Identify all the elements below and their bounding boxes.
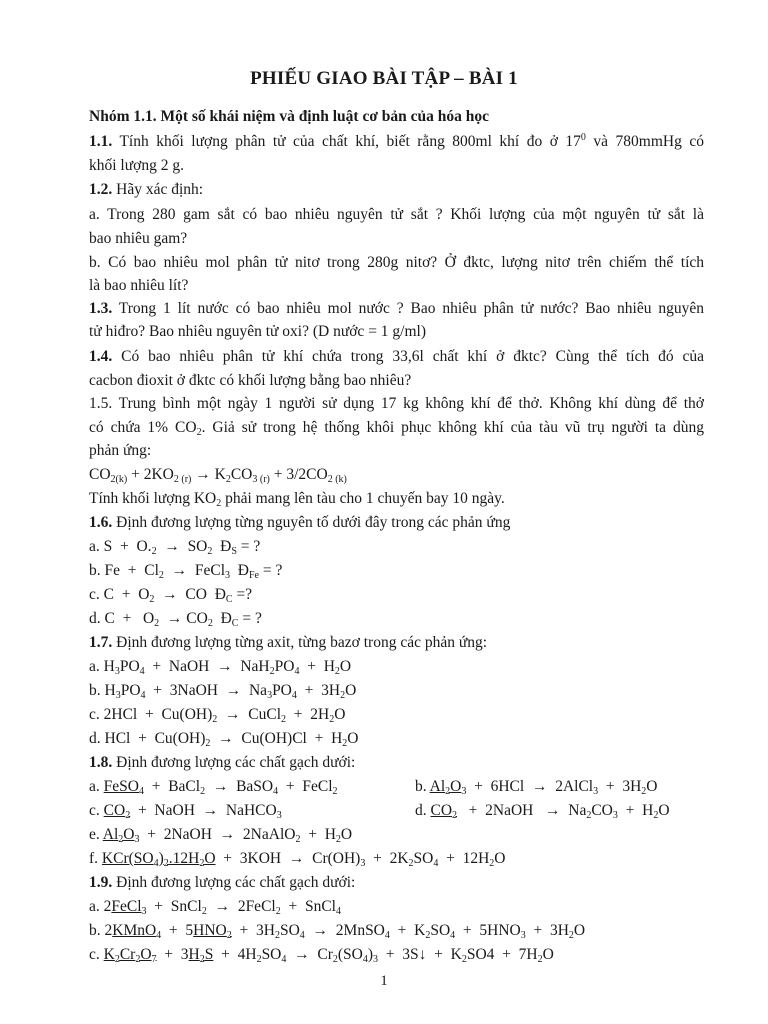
problem-1-8-cd: c. $CO_2$ + NaOH → NaHCO$_3$ d. $CO_2$ + 2NaOH → $Na_2CO_3 + H_2O$ [89,802,670,821]
problem-1-5-line-5: Tính khối lượng $KO_2$ phải mang lên tàu cho 1 chuyến bay 10 ngày. [89,490,505,509]
problem-1-6-b: b. $Fe + Cl_2$ → FeCl$_3$ $Đ_{Fe}$ = ? [89,562,283,581]
problem-1-8-ab: a. FeSO$_4$ + BaCl$_2$ → BaSO$_4$ + FeCl$_2$ b. $Al_2O_3 + 6HCl$ → 2AlCl$_3$ + $3H_2O$ [89,778,658,797]
problem-1-7-heading: 1.7. Định đương lượng từng axit, từng bazơ trong các phản ứng: [89,634,488,651]
problem-1-4-line-2: cacbon đioxit ở đktc có khối lượng bằng bao nhiêu? [89,372,412,389]
problem-1-9-c: c. $K_2Cr_2O_7 + 3H_2S + 4H_2SO_4 \to Cr_2(SO_4)_3$ + 3S↓ + $K_2SO4 + 7H_2O$ [89,946,554,965]
problem-1-9-a: a. 2FeCl$_3$ + SnCl$_2$ → 2FeCl$_2$ + SnCl$_4$ [89,898,341,917]
problem-1-7-a: a. $H_3PO_4$ + NaOH → $NaH_2PO_4 + H_2O$ [89,658,352,677]
problem-1-2-a-line-2: bao nhiêu gam? [89,230,188,247]
problem-1-1-line-2: khối lượng 2 g. [89,157,184,174]
page-title: PHIẾU GIAO BÀI TẬP – BÀI 1 [250,68,518,89]
problem-1-5-line-2: có chứa 1% $CO_2$. Giả sử trong hệ thống khôi phục không khí của tàu vũ trụ người ta dùng [89,419,705,438]
problem-1-7-b: b. $H_3PO_4$ + 3NaOH → $Na_3PO_4 + 3H_2O$ [89,682,357,701]
problem-1-8-heading: 1.8. Định đương lượng các chất gạch dưới: [89,754,356,771]
problem-1-9-heading: 1.9. Định đương lượng các chất gạch dưới: [89,874,356,891]
problem-1-6-a: a. $S + O._2 \to SO_2$ $Đ_S$ = ? [89,538,261,557]
problem-1-7-c: c. $2HCl + Cu(OH)_2$ → CuCl$_2$ + $2H_2O$ [89,706,346,725]
problem-1-2-b-line-2: là bao nhiêu lít? [89,277,189,294]
problem-1-2-b-line-1: b. Có bao nhiêu mol phân tử nitơ trong 280g nitơ? Ở đktc, lượng nitơ trên chiếm thể tích [89,254,704,271]
problem-1-5-line-3: phản ứng: [89,442,152,459]
problem-1-5-line-1: 1.5. Trung bình một ngày 1 người sử dụng 17 kg không khí để thở. Không khí dùng để thở [89,395,704,412]
problem-1-7-d: d. HCl + $Cu(OH)_2 \to Cu(OH)Cl + H_2O$ [89,730,359,749]
problem-1-2-heading: 1.2. Hãy xác định: [89,181,204,198]
problem-1-9-b: b. 2KMnO$_4$ + $5HNO_2 + 3H_2SO_4$ → 2MnSO$_4$ + $K_2SO_4 + 5HNO_3 + 3H_2O$ [89,922,586,941]
problem-1-6-d: d. $C + O_2 \to CO_2$ $Đ_C$ = ? [89,610,262,629]
problem-1-8-e: e. $Al_2O_3$ + 2NaOH → 2NaAlO$_2$ + $H_2O$ [89,826,353,845]
problem-1-6-c: c. $C + O_2$ → CO $Đ_C$ =? [89,586,253,605]
problem-1-3-line-1: 1.3. Trong 1 lít nước có bao nhiêu mol nước ? Bao nhiêu phân tử nước? Bao nhiêu nguyên [89,300,704,317]
group-heading: Nhóm 1.1. Một số khái niệm và định luật cơ bản của hóa học [89,108,490,125]
problem-1-2-a-line-1: a. Trong 280 gam sắt có bao nhiêu nguyên tử sắt ? Khối lượng của một nguyên tử sắt là [89,206,704,223]
problem-1-6-heading: 1.6. Định đương lượng từng nguyên tố dưới đây trong các phản ứng [89,514,511,531]
problem-1-1-line-1: 1.1. Tính khối lượng phân tử của chất khí, biết rằng 800ml khí đo ở $17^0$ và 780mmHg có [89,132,704,150]
page-number: 1 [380,973,388,989]
problem-1-3-line-2: tử hiđro? Bao nhiêu nguyên tử oxi? (D nước = 1 g/ml) [89,323,427,340]
problem-1-8-f: f. $KCr(SO_4)_2.12H_2O + 3KOH \to Cr(OH)_3 + 2K_2SO_4 + 12H_2O$ [89,850,506,869]
problem-1-4-line-1: 1.4. Có bao nhiêu phân tử khí chứa trong 33,6l chất khí ở đktc? Cùng thể tích đó của [89,348,704,365]
problem-1-5-equation: $CO_{2(k)} + 2KO_{2 (r)} \to K_2CO_{3 (r)} + 3/2CO_{2 (k)}$ [89,466,347,485]
